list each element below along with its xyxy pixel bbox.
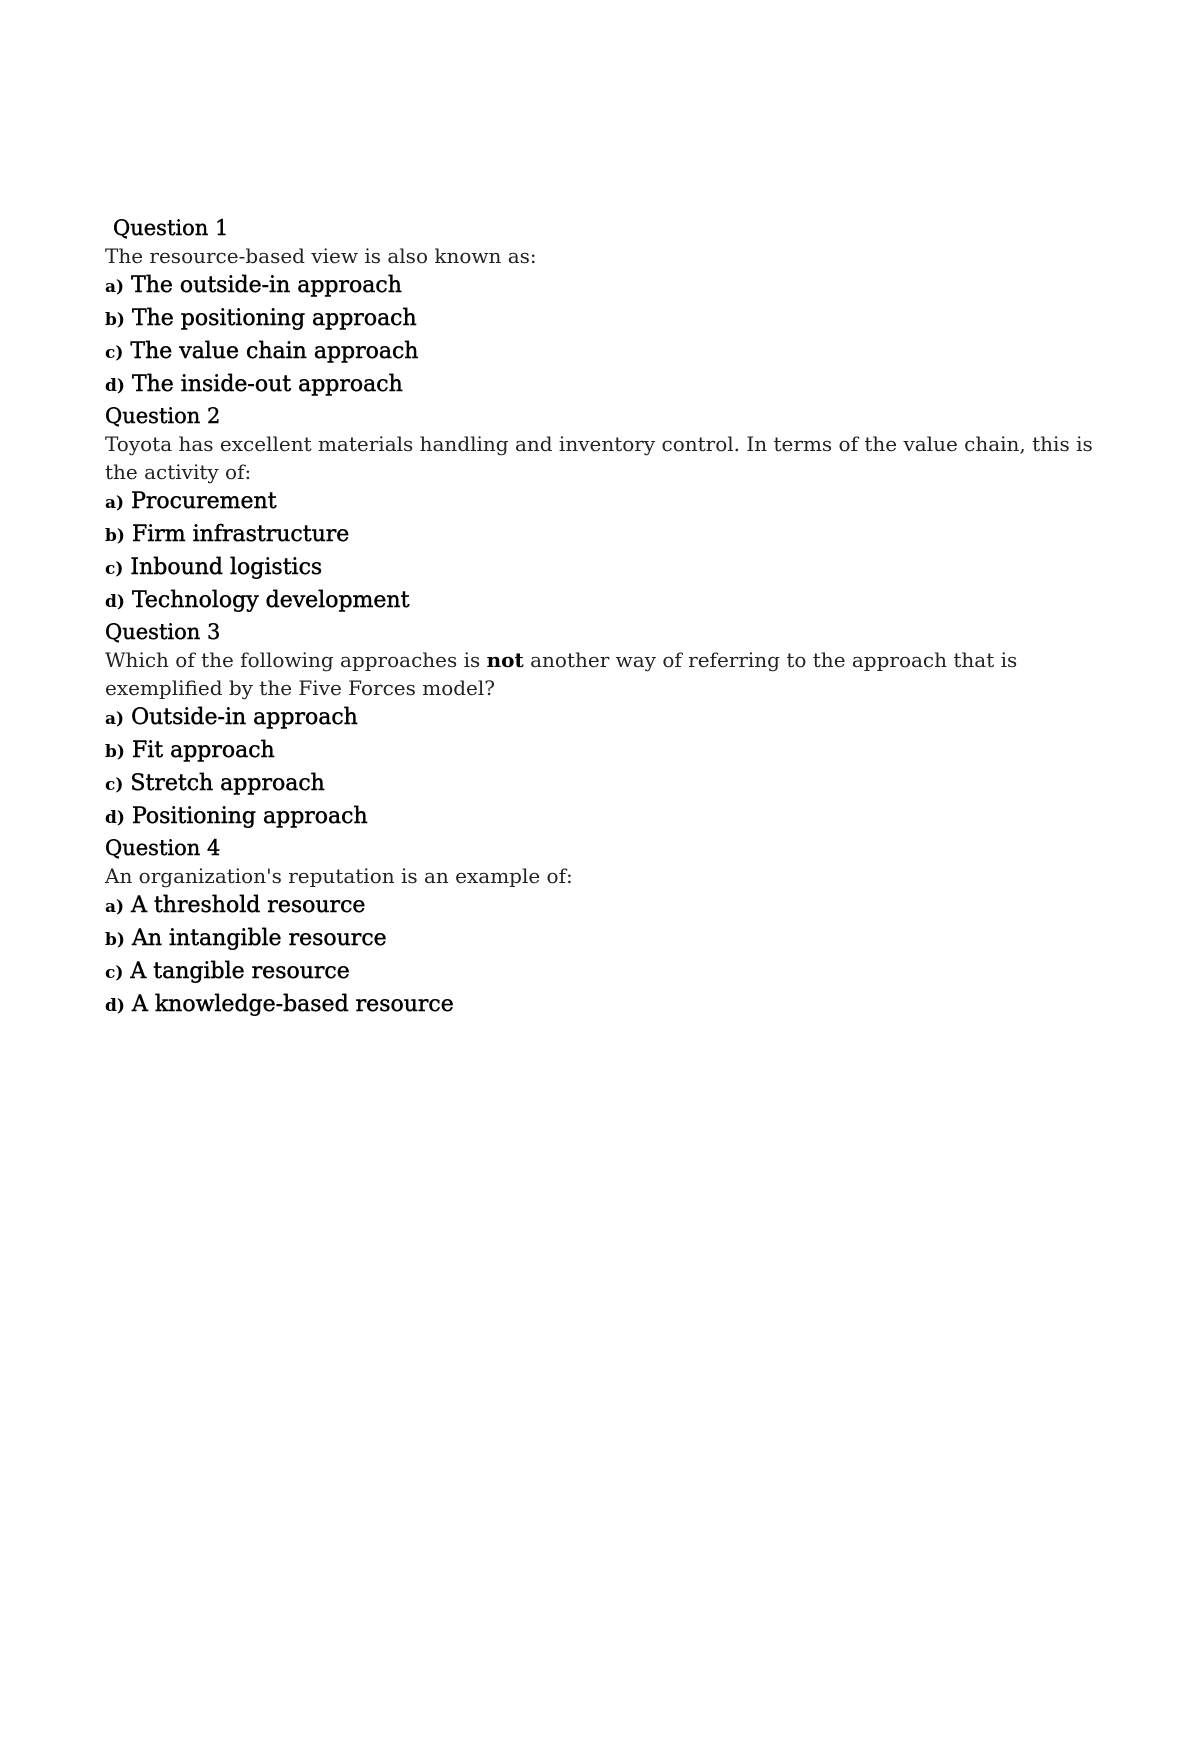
emphasis-not: not (486, 648, 524, 672)
option-d: d) A knowledge-based resource (105, 992, 454, 1017)
option-a: a) Outside-in approach (105, 705, 358, 730)
option-b: b) Fit approach (105, 738, 275, 763)
question-title: Question 2 (105, 404, 221, 428)
question-1 (105, 214, 1105, 402)
answer-options (105, 890, 1105, 1022)
option-c: c) The value chain approach (105, 339, 419, 364)
option-a: a) A threshold resource (105, 893, 366, 918)
option-b: b) Firm infrastructure (105, 522, 350, 547)
option-d: d) Positioning approach (105, 804, 368, 829)
answer-options (105, 270, 1105, 402)
option-b: b) The positioning approach (105, 306, 417, 331)
question-title: Question 3 (105, 620, 221, 644)
option-c: c) Inbound logistics (105, 555, 323, 580)
option-d: d) Technology development (105, 588, 410, 613)
question-text: An organization's reputation is an example of: (105, 864, 573, 888)
option-d: d) The inside-out approach (105, 372, 403, 397)
question-title: Question 1 (113, 216, 229, 240)
question-2 (105, 402, 1105, 618)
option-c: c) A tangible resource (105, 959, 350, 984)
answer-options (105, 702, 1105, 834)
option-c: c) Stretch approach (105, 771, 325, 796)
document-page (105, 214, 1105, 1022)
question-3 (105, 618, 1105, 834)
question-text: Toyota has excellent materials handling and inventory control. In terms of the value chain, this is the activity of: (105, 432, 1093, 484)
question-text: Which of the following approaches is not another way of referring to the approach that is exemplified by the Five Forces model? (105, 648, 1018, 700)
option-a: a) The outside-in approach (105, 273, 402, 298)
answer-options (105, 486, 1105, 618)
option-a: a) Procurement (105, 489, 277, 514)
question-text: The resource-based view is also known as: (105, 244, 537, 268)
question-title: Question 4 (105, 836, 221, 860)
option-b: b) An intangible resource (105, 926, 387, 951)
question-4 (105, 834, 1105, 1022)
